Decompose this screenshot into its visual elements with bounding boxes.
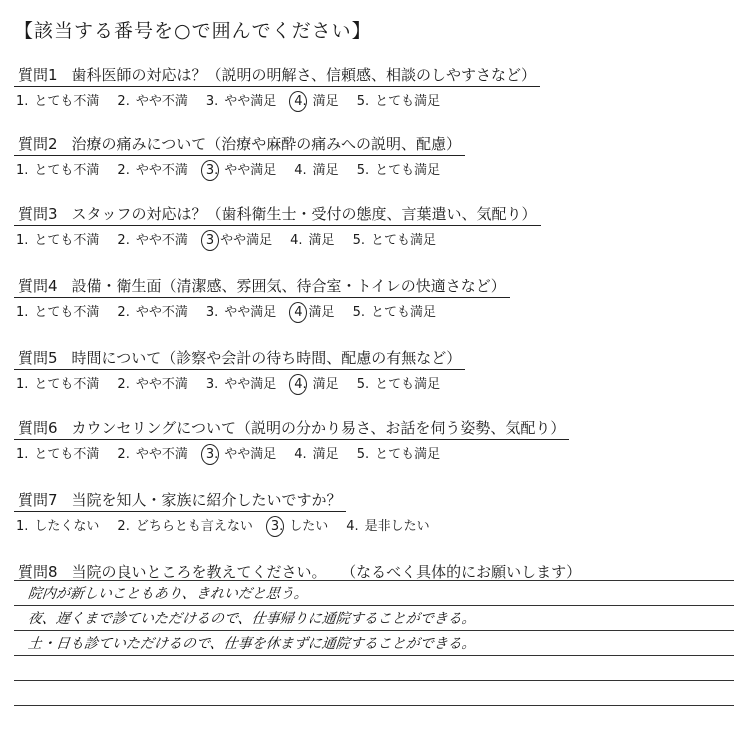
question-1 [14,64,734,109]
question-2 [14,133,734,178]
answer-option[interactable] [117,301,187,320]
option-number: 2. [117,94,130,109]
question-8 [14,561,734,582]
answer-option[interactable] [294,443,338,462]
question-4 [14,275,734,320]
option-label: とても満足 [375,94,441,109]
option-label: 満足 [312,163,339,178]
answer-area[interactable] [14,580,734,706]
answer-option[interactable] [294,90,338,109]
option-label: やや不満 [135,447,188,462]
option-number: 1. [16,377,29,392]
question-label: 質問4 [18,277,58,295]
option-number: 5. [352,305,365,320]
option-number: 5. [352,233,365,248]
option-label: やや不満 [135,233,188,248]
question-text: 時間について（診察や会計の待ち時間、配慮の有無など） [71,349,462,367]
option-number: 2. [117,163,130,178]
answer-option[interactable] [206,301,276,320]
answer-option[interactable] [357,90,440,109]
answer-options [14,373,734,392]
selected-option-number: 4. [294,377,307,392]
option-number: 4. [346,519,359,534]
handwritten-answer: 夜、遅くまで診ていただけるので、仕事帰りに通院することができる。 [27,611,477,627]
question-label: 質問2 [18,135,58,153]
option-label: やや不満 [135,305,188,320]
answer-options [14,301,734,320]
option-label: とても満足 [375,377,441,392]
option-label: 満足 [308,305,335,320]
answer-line[interactable] [14,580,734,606]
answer-option[interactable] [294,373,338,392]
option-number: 3. [205,94,219,109]
answer-option[interactable] [206,229,272,248]
option-label: 満足 [312,377,339,392]
question-label: 質問6 [18,419,58,437]
answer-option[interactable] [117,159,187,178]
option-label: やや不満 [135,94,188,109]
option-label: 是非したい [364,519,430,534]
option-label: やや不満 [135,163,188,178]
question-text: 治療の痛みについて（治療や麻酔の痛みへの説明、配慮） [71,135,461,153]
option-label: とても満足 [370,305,436,320]
answer-option[interactable] [117,229,187,248]
question-label: 質問1 [18,66,58,84]
option-number: 1. [16,233,29,248]
answer-option[interactable] [357,443,440,462]
option-label: とても不満 [34,233,100,248]
answer-option[interactable] [353,301,436,320]
question-text: 当院の良いところを教えてください。 [71,563,327,581]
handwritten-answer: 土・日も診ていただけるので、仕事を休まずに通院することができる。 [27,636,477,652]
option-label: やや満足 [224,377,277,392]
answer-option[interactable] [294,301,334,320]
option-number: 3. [205,377,219,392]
option-number: 5. [356,94,370,109]
option-label: とても不満 [34,377,100,392]
answer-option[interactable] [16,301,99,320]
answer-option[interactable] [353,229,436,248]
option-label: とても満足 [370,233,436,248]
answer-option[interactable] [294,159,338,178]
option-label: やや満足 [224,163,277,178]
option-label: とても不満 [34,447,100,462]
answer-option[interactable] [271,515,328,534]
option-label: やや満足 [224,94,277,109]
answer-options [14,229,734,248]
question-label: 質問7 [18,491,58,509]
option-number: 3. [205,305,219,320]
question-heading [14,489,346,512]
question-3 [14,203,734,248]
selected-option-number: 3. [205,163,219,178]
question-text: 当院を知人・家族に紹介したいですか？ [71,491,342,509]
answer-option[interactable] [16,443,99,462]
selected-option-number: 4 [294,305,303,320]
question-7 [14,489,734,534]
option-label: やや満足 [220,233,273,248]
question-heading [14,417,569,440]
option-label: とても不満 [34,305,100,320]
option-label: とても不満 [34,94,100,109]
option-label: とても不満 [34,163,100,178]
option-number: 5. [356,447,370,462]
handwritten-answer: 院内が新しいこともあり、きれいだと思う。 [27,586,309,602]
question-text: スタッフの対応は？（歯科衛生士・受付の態度、言葉遣い、気配り） [71,205,537,223]
option-number: 4. [290,233,303,248]
question-text: 歯科医師の対応は？（説明の明解さ、信頼感、相談のしやすさなど） [71,66,536,84]
question-heading [14,347,465,370]
option-number: 2. [117,447,130,462]
question-heading [14,64,540,87]
answer-line[interactable] [14,656,734,681]
option-label: 満足 [308,233,335,248]
question-5 [14,347,734,392]
question-heading [14,203,541,226]
option-number: 1. [16,305,29,320]
question-text: カウンセリングについて（説明の分かり易さ、お話を伺う姿勢、気配り） [71,419,566,437]
option-label: したくない [34,519,100,534]
question-heading [14,133,465,156]
question-label: 質問5 [18,349,58,367]
option-number: 4. [294,163,307,178]
question-text: 設備・衛生面（清潔感、雰囲気、待合室・トイレの快適さなど） [71,277,506,295]
answer-option[interactable] [16,515,99,534]
option-label: やや満足 [224,305,277,320]
question-label: 質問8 [18,563,58,581]
answer-option[interactable] [16,229,99,248]
question-label: 質問3 [18,205,58,223]
answer-option[interactable] [117,443,187,462]
answer-option[interactable] [346,515,429,534]
answer-option[interactable] [206,443,276,462]
answer-option[interactable] [117,373,187,392]
option-number: 2. [117,377,130,392]
option-number: 2. [117,519,130,534]
form-title: 【該当する番号を○で囲んでください】 [14,20,372,42]
answer-options [14,159,734,178]
selected-option-number: 3 [205,233,215,248]
answer-options [14,443,734,462]
question-heading [14,275,510,298]
answer-options [14,515,734,534]
answer-option[interactable] [16,373,99,392]
answer-option[interactable] [206,159,276,178]
answer-line[interactable] [14,631,734,656]
option-label: 満足 [312,447,339,462]
option-number: 1. [16,163,29,178]
option-number: 2. [117,305,130,320]
option-label: やや満足 [224,447,277,462]
option-label: したい [289,519,329,534]
option-label: やや不満 [135,377,188,392]
selected-option-number: 4. [294,94,307,109]
option-number: 5. [356,377,370,392]
selected-option-number: 3. [205,447,219,462]
answer-line[interactable] [14,606,734,631]
answer-line[interactable] [14,681,734,706]
answer-option[interactable] [16,90,99,109]
answer-option[interactable] [357,159,440,178]
option-number: 1. [16,94,29,109]
answer-option[interactable] [290,229,334,248]
selected-option-number: 3. [270,519,284,534]
answer-option[interactable] [206,90,276,109]
answer-option[interactable] [16,159,99,178]
option-label: とても満足 [375,447,441,462]
option-number: 1. [16,447,29,462]
answer-option[interactable] [357,373,440,392]
option-number: 1. [16,519,29,534]
option-number: 2. [117,233,130,248]
question-6 [14,417,734,462]
answer-option[interactable] [117,515,252,534]
answer-option[interactable] [206,373,276,392]
option-number: 4. [294,447,307,462]
option-label: どちらとも言えない [135,519,253,534]
answer-options [14,90,734,109]
answer-option[interactable] [117,90,187,109]
question-note: （なるべく具体的にお願いします） [348,563,582,581]
option-number: 5. [356,163,370,178]
option-label: とても満足 [375,163,441,178]
option-label: 満足 [312,94,339,109]
